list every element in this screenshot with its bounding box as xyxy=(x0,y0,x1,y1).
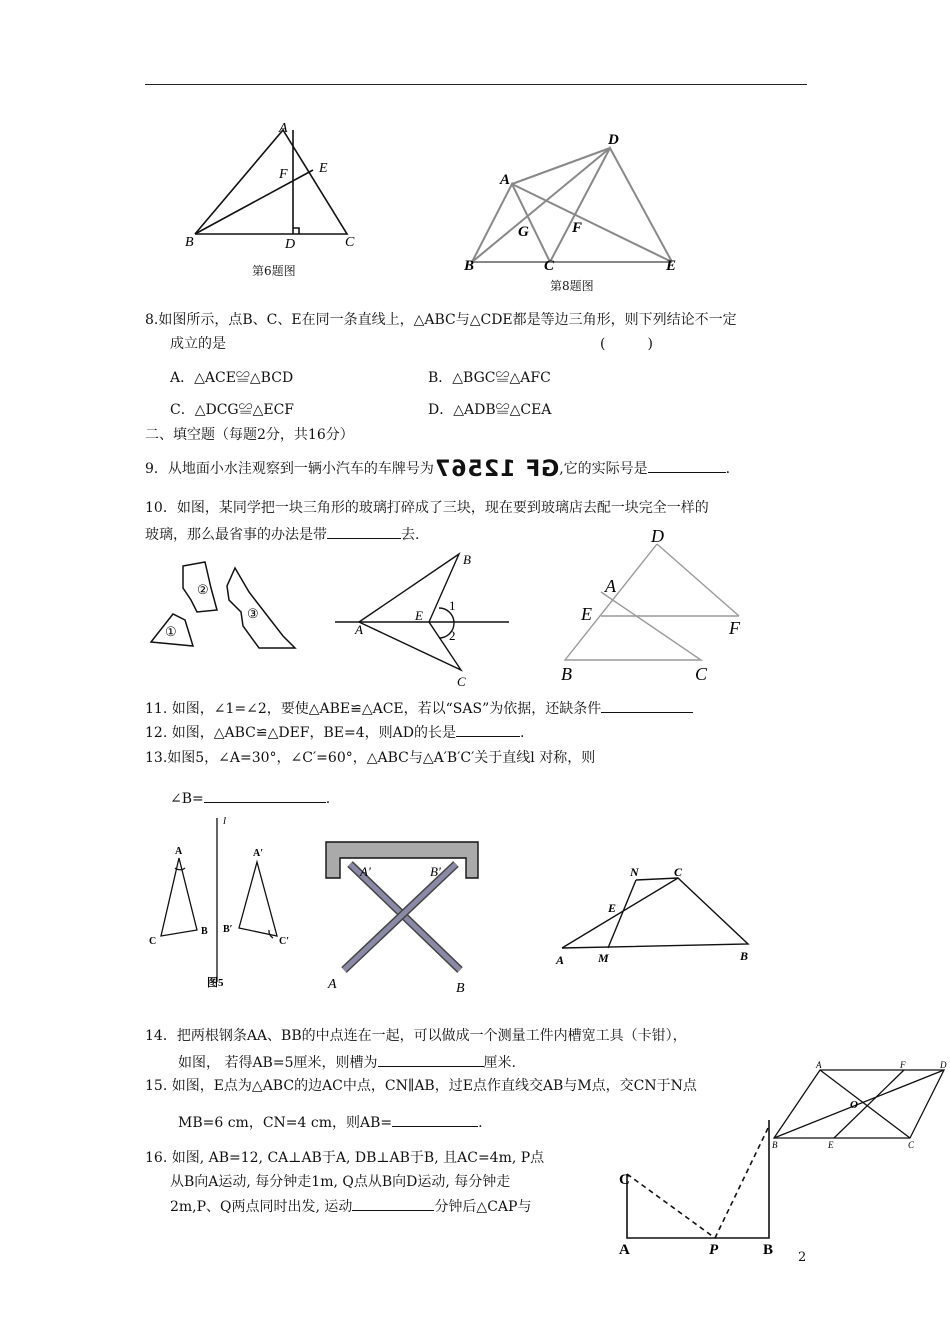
header-rule xyxy=(145,84,807,85)
fig6-label-A: A xyxy=(279,121,288,136)
q15-line2 xyxy=(178,1112,483,1133)
fig6-label-C: C xyxy=(345,235,355,250)
fig13-caption: 图5 xyxy=(207,977,224,989)
figpar-label-C: C xyxy=(908,1140,915,1150)
fig6-label-E: E xyxy=(319,161,328,176)
q12-answer-blank[interactable] xyxy=(456,722,520,737)
fig16-label-C: C xyxy=(619,1172,630,1188)
fig14-label-A: A xyxy=(328,977,337,992)
fig12-label-E: E xyxy=(581,604,592,624)
fig11-label-1: 1 xyxy=(449,598,456,613)
q16-line3-end: 分钟后△CAP与 xyxy=(434,1199,532,1215)
fig6-label-D: D xyxy=(285,237,296,252)
fig8-label-G: G xyxy=(518,224,529,240)
figpar-label-E: E xyxy=(828,1140,834,1150)
fig11-label-A: A xyxy=(355,622,363,637)
figure-11 xyxy=(335,548,515,688)
fig6-label-B: B xyxy=(185,235,194,250)
q13-line1: 13.如图5，∠A=30°，∠C′=60°，△ABC与△A′B′C′关于直线l 对称，则 xyxy=(145,750,596,766)
q14-line2 xyxy=(178,1052,516,1073)
fig11-label-2: 2 xyxy=(449,628,456,643)
fig13-label-B: B xyxy=(201,926,208,937)
fig13-label-A: A xyxy=(175,846,183,857)
figure-10-glass-pieces xyxy=(145,560,305,660)
fig11-label-B: B xyxy=(463,552,471,567)
fig11-label-E: E xyxy=(415,608,423,623)
q8-line1: 8.如图所示，点B、C、E在同一条直线上，△ABC与△CDE都是等边三角形，则下列结论不一定 xyxy=(145,312,737,328)
q9-text xyxy=(145,458,730,480)
fig15-label-M: M xyxy=(598,951,609,965)
q13-line2 xyxy=(170,788,330,809)
q8-option-a: A．△ACE≌△BCD xyxy=(170,370,294,386)
figure-15 xyxy=(552,858,762,968)
q9-text-before: 9．从地面小水洼观察到一辆小汽车的车牌号为 xyxy=(145,461,434,477)
fig15-label-A: A xyxy=(556,953,565,967)
q11-answer-blank[interactable] xyxy=(601,698,693,713)
q16-answer-blank[interactable] xyxy=(352,1196,434,1211)
q10-answer-blank[interactable] xyxy=(327,524,401,539)
fig12-label-F: F xyxy=(729,618,740,638)
q14-line1: 14．把两根钢条AA、BB的中点连在一起，可以做成一个测量工件内槽宽工具（卡钳）， xyxy=(145,1028,687,1044)
q8-option-b: B．△BGC≌△AFC xyxy=(428,370,551,386)
figpar-label-B: B xyxy=(772,1140,778,1150)
figpar-label-O: O xyxy=(850,1099,858,1111)
q9-text-after: ,它的实际号是 xyxy=(559,461,648,477)
q11-text xyxy=(145,698,693,719)
fig8-label-C: C xyxy=(544,258,555,274)
fig6-caption: 第6题图 xyxy=(252,264,296,278)
fig8-label-F: F xyxy=(572,220,583,236)
fig8-label-B: B xyxy=(464,258,475,274)
fig15-label-C: C xyxy=(674,865,683,879)
q15-line2-text: MB=6 cm，CN=4 cm，则AB= xyxy=(178,1115,393,1131)
q13-line2-end: . xyxy=(325,791,331,807)
figpar-label-D: D xyxy=(940,1060,947,1070)
page-number: 2 xyxy=(798,1250,807,1265)
q11-text-body: 11. 如图，∠1=∠2，要使△ABE≌△ACE，若以“SAS”为依据，还缺条件 xyxy=(145,701,602,717)
figure-16 xyxy=(615,1118,785,1258)
q16-line1: 16. 如图, AB=12, CA⊥AB于A, DB⊥AB于B, 且AC=4m, P点 xyxy=(145,1150,545,1166)
q8-option-c: C．△DCG≌△ECF xyxy=(170,402,295,418)
figure-13 xyxy=(145,812,305,992)
fig13-label-C-prime: C′ xyxy=(279,936,290,947)
q10-line2-end: 去. xyxy=(401,527,420,543)
figure-parallelogram xyxy=(770,1058,950,1150)
fig8-label-E: E xyxy=(666,258,677,274)
fig8-label-A: A xyxy=(500,172,511,188)
q10-line1: 10．如图，某同学把一块三角形的玻璃打碎成了三块，现在要到玻璃店去配一块完全一样的 xyxy=(145,500,709,516)
section-2-heading: 二、填空题（每题2分，共16分） xyxy=(145,427,354,443)
fig12-label-B: B xyxy=(561,664,572,684)
q10-line2 xyxy=(145,524,419,545)
q9-answer-blank[interactable] xyxy=(648,458,726,473)
q15-answer-blank[interactable] xyxy=(392,1112,478,1127)
figure-12 xyxy=(555,524,755,686)
figure-14-caliper xyxy=(320,836,490,996)
q12-text xyxy=(145,722,524,743)
figpar-label-A: A xyxy=(816,1060,822,1070)
q13-line2-text: ∠B= xyxy=(170,791,204,807)
fig12-label-C: C xyxy=(695,664,708,684)
fig14-label-B-prime: B′ xyxy=(430,864,441,879)
license-plate-text: GF 12567 xyxy=(433,457,560,482)
q16-line2: 从B向A运动, 每分钟走1m, Q点从B向D运动, 每分钟走 xyxy=(170,1174,511,1190)
fig15-label-E: E xyxy=(608,901,617,915)
fig13-label-B-prime: B′ xyxy=(223,924,233,935)
fig11-label-C: C xyxy=(457,674,466,689)
fig13-label-l: l xyxy=(223,815,227,827)
q12-text-end: . xyxy=(520,725,525,741)
fig16-label-P: P xyxy=(709,1242,719,1258)
q14-line2-end: 厘米. xyxy=(483,1055,516,1071)
figpar-label-F: F xyxy=(900,1060,906,1070)
fig16-label-B: B xyxy=(763,1242,774,1258)
fig10-piece-3: ③ xyxy=(247,606,259,621)
q15-line1: 15. 如图，E点为△ABC的边AC中点，CN∥AB，过E点作直线交AB与M点，交CN于N点 xyxy=(145,1078,697,1094)
q8-option-d: D．△ADB≌△CEA xyxy=(428,402,552,418)
fig15-label-N: N xyxy=(630,865,639,879)
fig14-label-B: B xyxy=(456,981,465,996)
fig8-label-D: D xyxy=(608,132,619,148)
figure-8 xyxy=(460,128,690,298)
fig15-label-B: B xyxy=(740,949,749,963)
q8-line2: 成立的是 xyxy=(170,336,226,352)
fig12-label-A: A xyxy=(605,576,616,596)
fig10-piece-2: ② xyxy=(197,582,209,597)
q15-line2-end: . xyxy=(478,1115,483,1131)
fig16-label-A: A xyxy=(619,1242,630,1258)
fig13-label-A-prime: A′ xyxy=(253,848,264,859)
q16-line3 xyxy=(170,1196,531,1217)
fig10-piece-1: ① xyxy=(165,624,177,639)
q9-text-end: . xyxy=(725,461,731,477)
q16-line3-text: 2m,P、Q两点同时出发, 运动 xyxy=(170,1199,353,1215)
q8-answer-paren: ( ) xyxy=(600,336,653,352)
fig14-label-A-prime: A′ xyxy=(360,864,371,879)
fig13-label-C: C xyxy=(149,936,157,947)
q10-line2-text: 玻璃，那么最省事的办法是带 xyxy=(145,527,327,543)
fig6-label-F: F xyxy=(279,167,288,182)
q12-text-body: 12. 如图，△ABC≌△DEF，BE=4，则AD的长是 xyxy=(145,725,456,741)
fig12-label-D: D xyxy=(651,526,664,546)
q14-line2-text: 如图， 若得AB=5厘米，则槽为 xyxy=(178,1055,378,1071)
q14-answer-blank[interactable] xyxy=(378,1052,484,1067)
license-plate-image xyxy=(433,457,560,482)
fig8-caption: 第8题图 xyxy=(550,279,594,293)
q13-answer-blank[interactable] xyxy=(204,788,326,803)
